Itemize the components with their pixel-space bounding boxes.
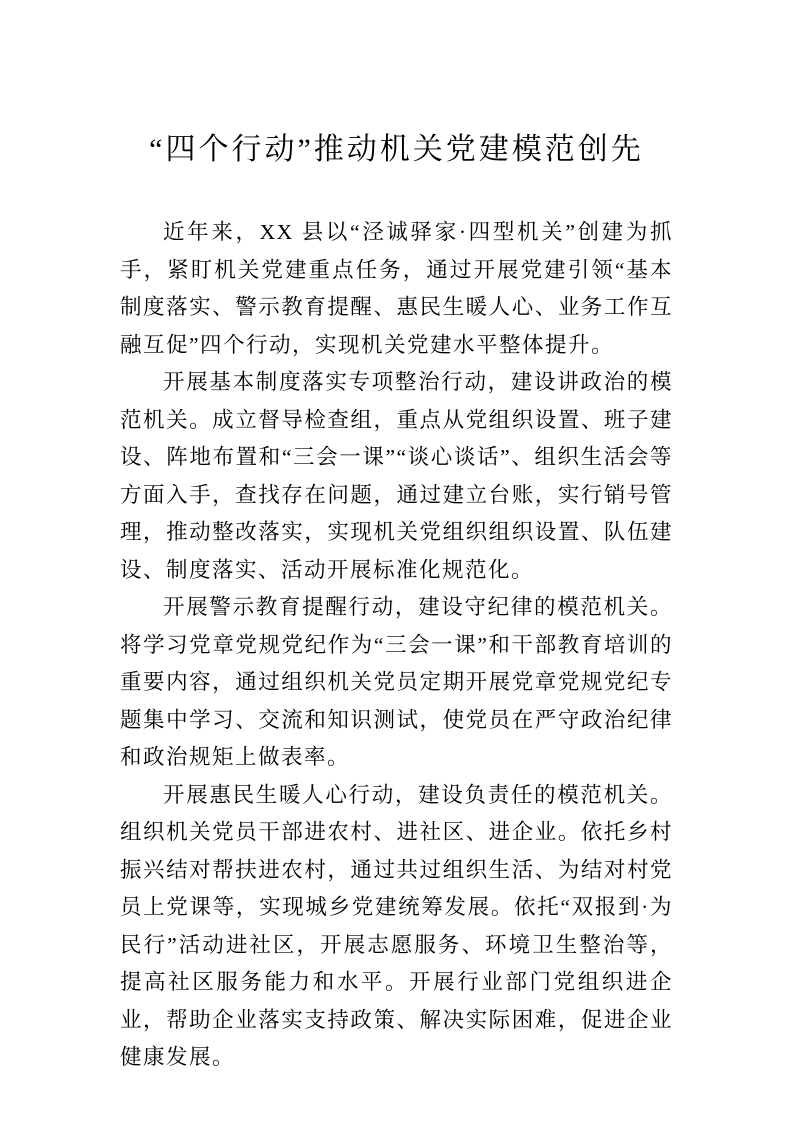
document-title: “四个行动”推动机关党建模范创先 — [149, 133, 644, 166]
paragraph: 开展基本制度落实专项整治行动，建设讲政治的模范机关。成立督导检查组，重点从党组织设置、班子建设、阵地布置和“三会一课”“谈心谈话”、组织生活会等方面入手，查找存在问题，通过建立台账，实行销号管理，推动整改落实，实现机关党组织组织设置、队伍建设、制度落实、活动开展标准化规范化。 — [120, 370, 673, 582]
paragraph: 开展警示教育提醒行动，建设守纪律的模范机关。将学习党章党规党纪作为“三会一课”和干部教育培训的重要内容，通过组织机关党员定期开展党章党规党纪专题集中学习、交流和知识测试，使党员在严守政治纪律和政治规矩上做表率。 — [120, 595, 673, 769]
document-body — [120, 214, 673, 1077]
paragraph: 开展惠民生暖人心行动，建设负责任的模范机关。组织机关党员干部进农村、进社区、进企业。依托乡村振兴结对帮扶进农村，通过共过组织生活、为结对村党员上党课等，实现城乡党建统筹发展。依托“双报到·为民行”活动进社区，开展志愿服务、环境卫生整治等，提高社区服务能力和水平。开展行业部门党组织进企业，帮助企业落实支持政策、解决实际困难，促进企业健康发展。 — [120, 782, 673, 1069]
paragraph: 近年来，XX 县以“泾诚驿家·四型机关”创建为抓手，紧盯机关党建重点任务，通过开展党建引领“基本制度落实、警示教育提醒、惠民生暖人心、业务工作互融互促”四个行动，实现机关党建水平整体提升。 — [120, 220, 673, 357]
